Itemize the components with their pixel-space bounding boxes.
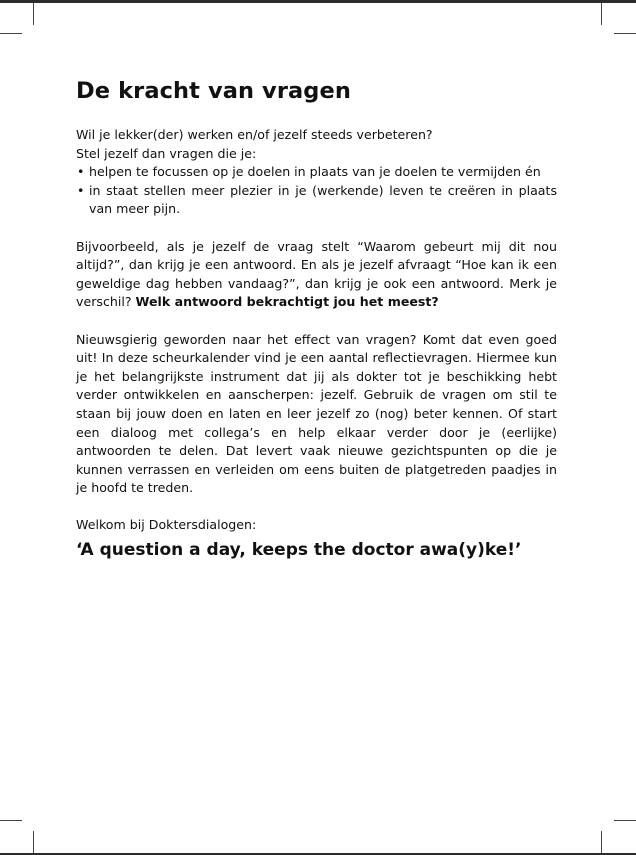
crop-mark-top-right-vertical (601, 3, 602, 25)
crop-mark-bottom-right-horizontal (614, 820, 636, 821)
crop-mark-top-left-horizontal (0, 33, 22, 34)
welcome-line: Welkom bij Doktersdialogen: (76, 517, 257, 533)
crop-mark-top-right-horizontal (614, 33, 636, 34)
example-question: Welk antwoord bekrachtigt jou het meest? (135, 294, 439, 310)
calendar-paragraph: Nieuwsgierig geworden naar het effect van vragen? Komt dat even goed uit! In deze scheurkalender vind je een aantal reflectievragen. Hiermee kun je het belangrijkste instrument dat jij als dokter tot je beschikking hebt verder ontwikkelen en aanscherpen: jezelf. Gebruik de vragen om stil te staan bij jouw doen en laten en leer jezelf zo (nog) beter kennen. Of start een dialoog met collega’s en help elkaar verder door je (eerlijke) antwoorden te delen. Dat levert vaak nieuwe gezichtspunten op die je kunnen verrassen en verleiden om eens buiten de platgetreden paadjes in je hoofd te treden. (76, 331, 557, 496)
intro-line-2: Stel jezelf dan vragen die je: (76, 145, 257, 161)
crop-mark-bottom-right-vertical (601, 831, 602, 853)
example-text: Bijvoorbeeld, als je jezelf de vraag stelt “Waarom gebeurt mij dit nou altijd?”, dan krijg je een antwoord. En als je jezelf afvraagt “Hoe kan ik een geweldige dag hebben vandaag?”, dan krijg je ook een antwoord. Merk je verschil? (76, 238, 557, 310)
list-item: • helpen te focussen op je doelen in plaats van je doelen te vermijden én (76, 163, 557, 182)
slogan: ‘A question a day, keeps the doctor awa(y)ke!’ (76, 540, 522, 561)
crop-mark-bottom-left-vertical (33, 831, 34, 853)
benefit-list (76, 163, 557, 219)
intro-line-1: Wil je lekker(der) werken en/of jezelf steeds verbeteren? (76, 127, 433, 142)
list-item: • in staat stellen meer plezier in je (werkende) leven te creëren in plaats van meer pijn. (76, 182, 557, 219)
top-border (0, 0, 636, 3)
page-title: De kracht van vragen (76, 78, 351, 104)
page-content (76, 75, 557, 562)
crop-mark-bottom-left-horizontal (0, 820, 22, 821)
crop-mark-top-left-vertical (33, 3, 34, 25)
example-paragraph (76, 238, 557, 312)
